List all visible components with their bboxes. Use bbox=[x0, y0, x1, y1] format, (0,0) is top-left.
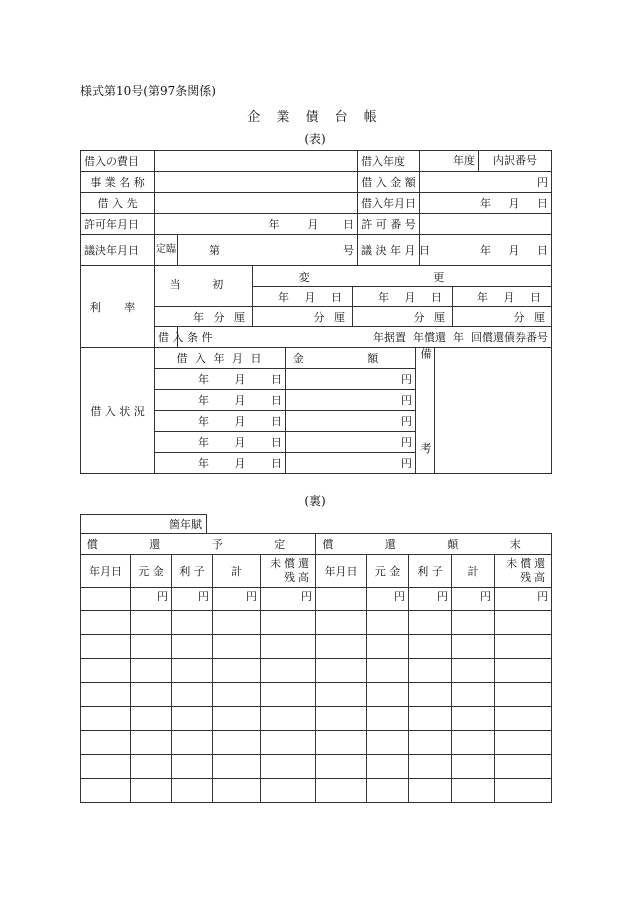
permit-no-value[interactable] bbox=[420, 214, 552, 235]
remarks-area[interactable] bbox=[435, 348, 552, 474]
front-ledger-table bbox=[80, 150, 552, 348]
row-lender bbox=[81, 193, 552, 214]
page-title: 企 業 債 台 帳 bbox=[247, 110, 383, 125]
plan-col-total: 計 bbox=[213, 555, 261, 588]
cost-value[interactable] bbox=[155, 151, 358, 172]
resolution-date-label: 議決年月日 bbox=[81, 235, 155, 266]
lender-value[interactable] bbox=[155, 193, 358, 214]
teirin: 定臨 bbox=[155, 235, 178, 266]
go: 号 bbox=[343, 244, 354, 257]
plan-col-date: 年月日 bbox=[81, 555, 131, 588]
status-date-header: 借 入 年 月 日 bbox=[155, 348, 286, 369]
form-number: 様式第10号(第97条関係) bbox=[80, 84, 216, 98]
change-label: 変 更 bbox=[298, 271, 505, 284]
lender-label: 借 入 先 bbox=[81, 193, 155, 214]
conditions-label: 借 入 条 件 bbox=[155, 327, 178, 348]
front-label: (表) bbox=[304, 132, 326, 146]
month: 月 bbox=[508, 197, 520, 210]
status-row: 年 月 日 円 bbox=[81, 390, 552, 411]
status-table bbox=[80, 347, 552, 494]
row-interest: 利 率 当 初 変 更 年 月 日 年 月 日 年 月 日 年 分 厘 分 厘 分 厘 分 厘 bbox=[81, 266, 552, 327]
plan-col-interest: 利 子 bbox=[172, 555, 213, 588]
result-header: 償 還 顛 末 bbox=[316, 534, 552, 555]
initial-label: 当 初 bbox=[169, 278, 238, 291]
repayment-unit-row: 円 円 円 円 円 円 円 円 bbox=[81, 588, 552, 611]
table-row bbox=[81, 659, 552, 683]
table-row bbox=[81, 683, 552, 707]
day: 日 bbox=[537, 197, 548, 210]
table-row bbox=[81, 731, 552, 755]
conditions-text: 年据置 年償還 年 回償還債券番号 bbox=[178, 327, 552, 348]
result-col-date: 年月日 bbox=[316, 555, 367, 588]
interest-label: 利 率 bbox=[81, 266, 155, 348]
amount-label: 借 入 金 額 bbox=[358, 172, 420, 193]
status-row: 年 月 日 円 bbox=[81, 453, 552, 474]
project-label: 事 業 名 称 bbox=[81, 172, 155, 193]
plan-col-balance: 未償還残高 bbox=[261, 555, 316, 588]
row-cost bbox=[81, 151, 552, 172]
permit-no-label: 許 可 番 号 bbox=[358, 214, 420, 235]
table-row bbox=[81, 779, 552, 803]
dai: 第 bbox=[209, 244, 220, 257]
amount-yen: 円 bbox=[420, 172, 552, 193]
result-col-principal: 元 金 bbox=[367, 555, 409, 588]
borrow-date-label: 借入年月日 bbox=[358, 193, 420, 214]
row-permit: 許可年月日 年 月 日 許 可 番 号 bbox=[81, 214, 552, 235]
table-row bbox=[81, 707, 552, 731]
plan-col-principal: 元 金 bbox=[131, 555, 172, 588]
result-col-interest: 利 子 bbox=[409, 555, 452, 588]
result-col-balance: 未償還残高 bbox=[495, 555, 552, 588]
project-value[interactable] bbox=[155, 172, 358, 193]
repayment-table bbox=[80, 533, 552, 803]
status-row: 年 月 日 円 bbox=[81, 432, 552, 453]
status-row: 年 月 日 円 bbox=[81, 411, 552, 432]
initial-rate: 年 分 厘 bbox=[193, 311, 248, 324]
annuity-label: 箇年賦 bbox=[80, 514, 207, 533]
borrow-year-label: 借入年度 bbox=[358, 151, 420, 172]
table-row bbox=[81, 635, 552, 659]
year: 年 bbox=[480, 197, 492, 210]
cost-label: 借入の費目 bbox=[81, 151, 155, 172]
row-project bbox=[81, 172, 552, 193]
internal-no-label: 内訳番号 bbox=[493, 154, 537, 167]
resolution-date-label2: 議 決 年 月 日 bbox=[358, 235, 420, 266]
status-amount-header: 金 額 bbox=[286, 348, 416, 369]
remarks-label: 備 考 bbox=[416, 348, 435, 474]
back-label: (裏) bbox=[304, 494, 326, 508]
permit-date-label: 許可年月日 bbox=[81, 214, 155, 235]
nendo: 年度 bbox=[420, 151, 479, 171]
status-row: 年 月 日 円 bbox=[81, 369, 552, 390]
table-row bbox=[81, 755, 552, 779]
row-resolution: 議決年月日 定臨 第 号 議 決 年 月 日 年 月 日 bbox=[81, 235, 552, 266]
table-row bbox=[81, 611, 552, 635]
result-col-total: 計 bbox=[452, 555, 495, 588]
plan-header: 償 還 予 定 bbox=[81, 534, 316, 555]
status-label: 借 入 状 況 bbox=[81, 348, 155, 474]
